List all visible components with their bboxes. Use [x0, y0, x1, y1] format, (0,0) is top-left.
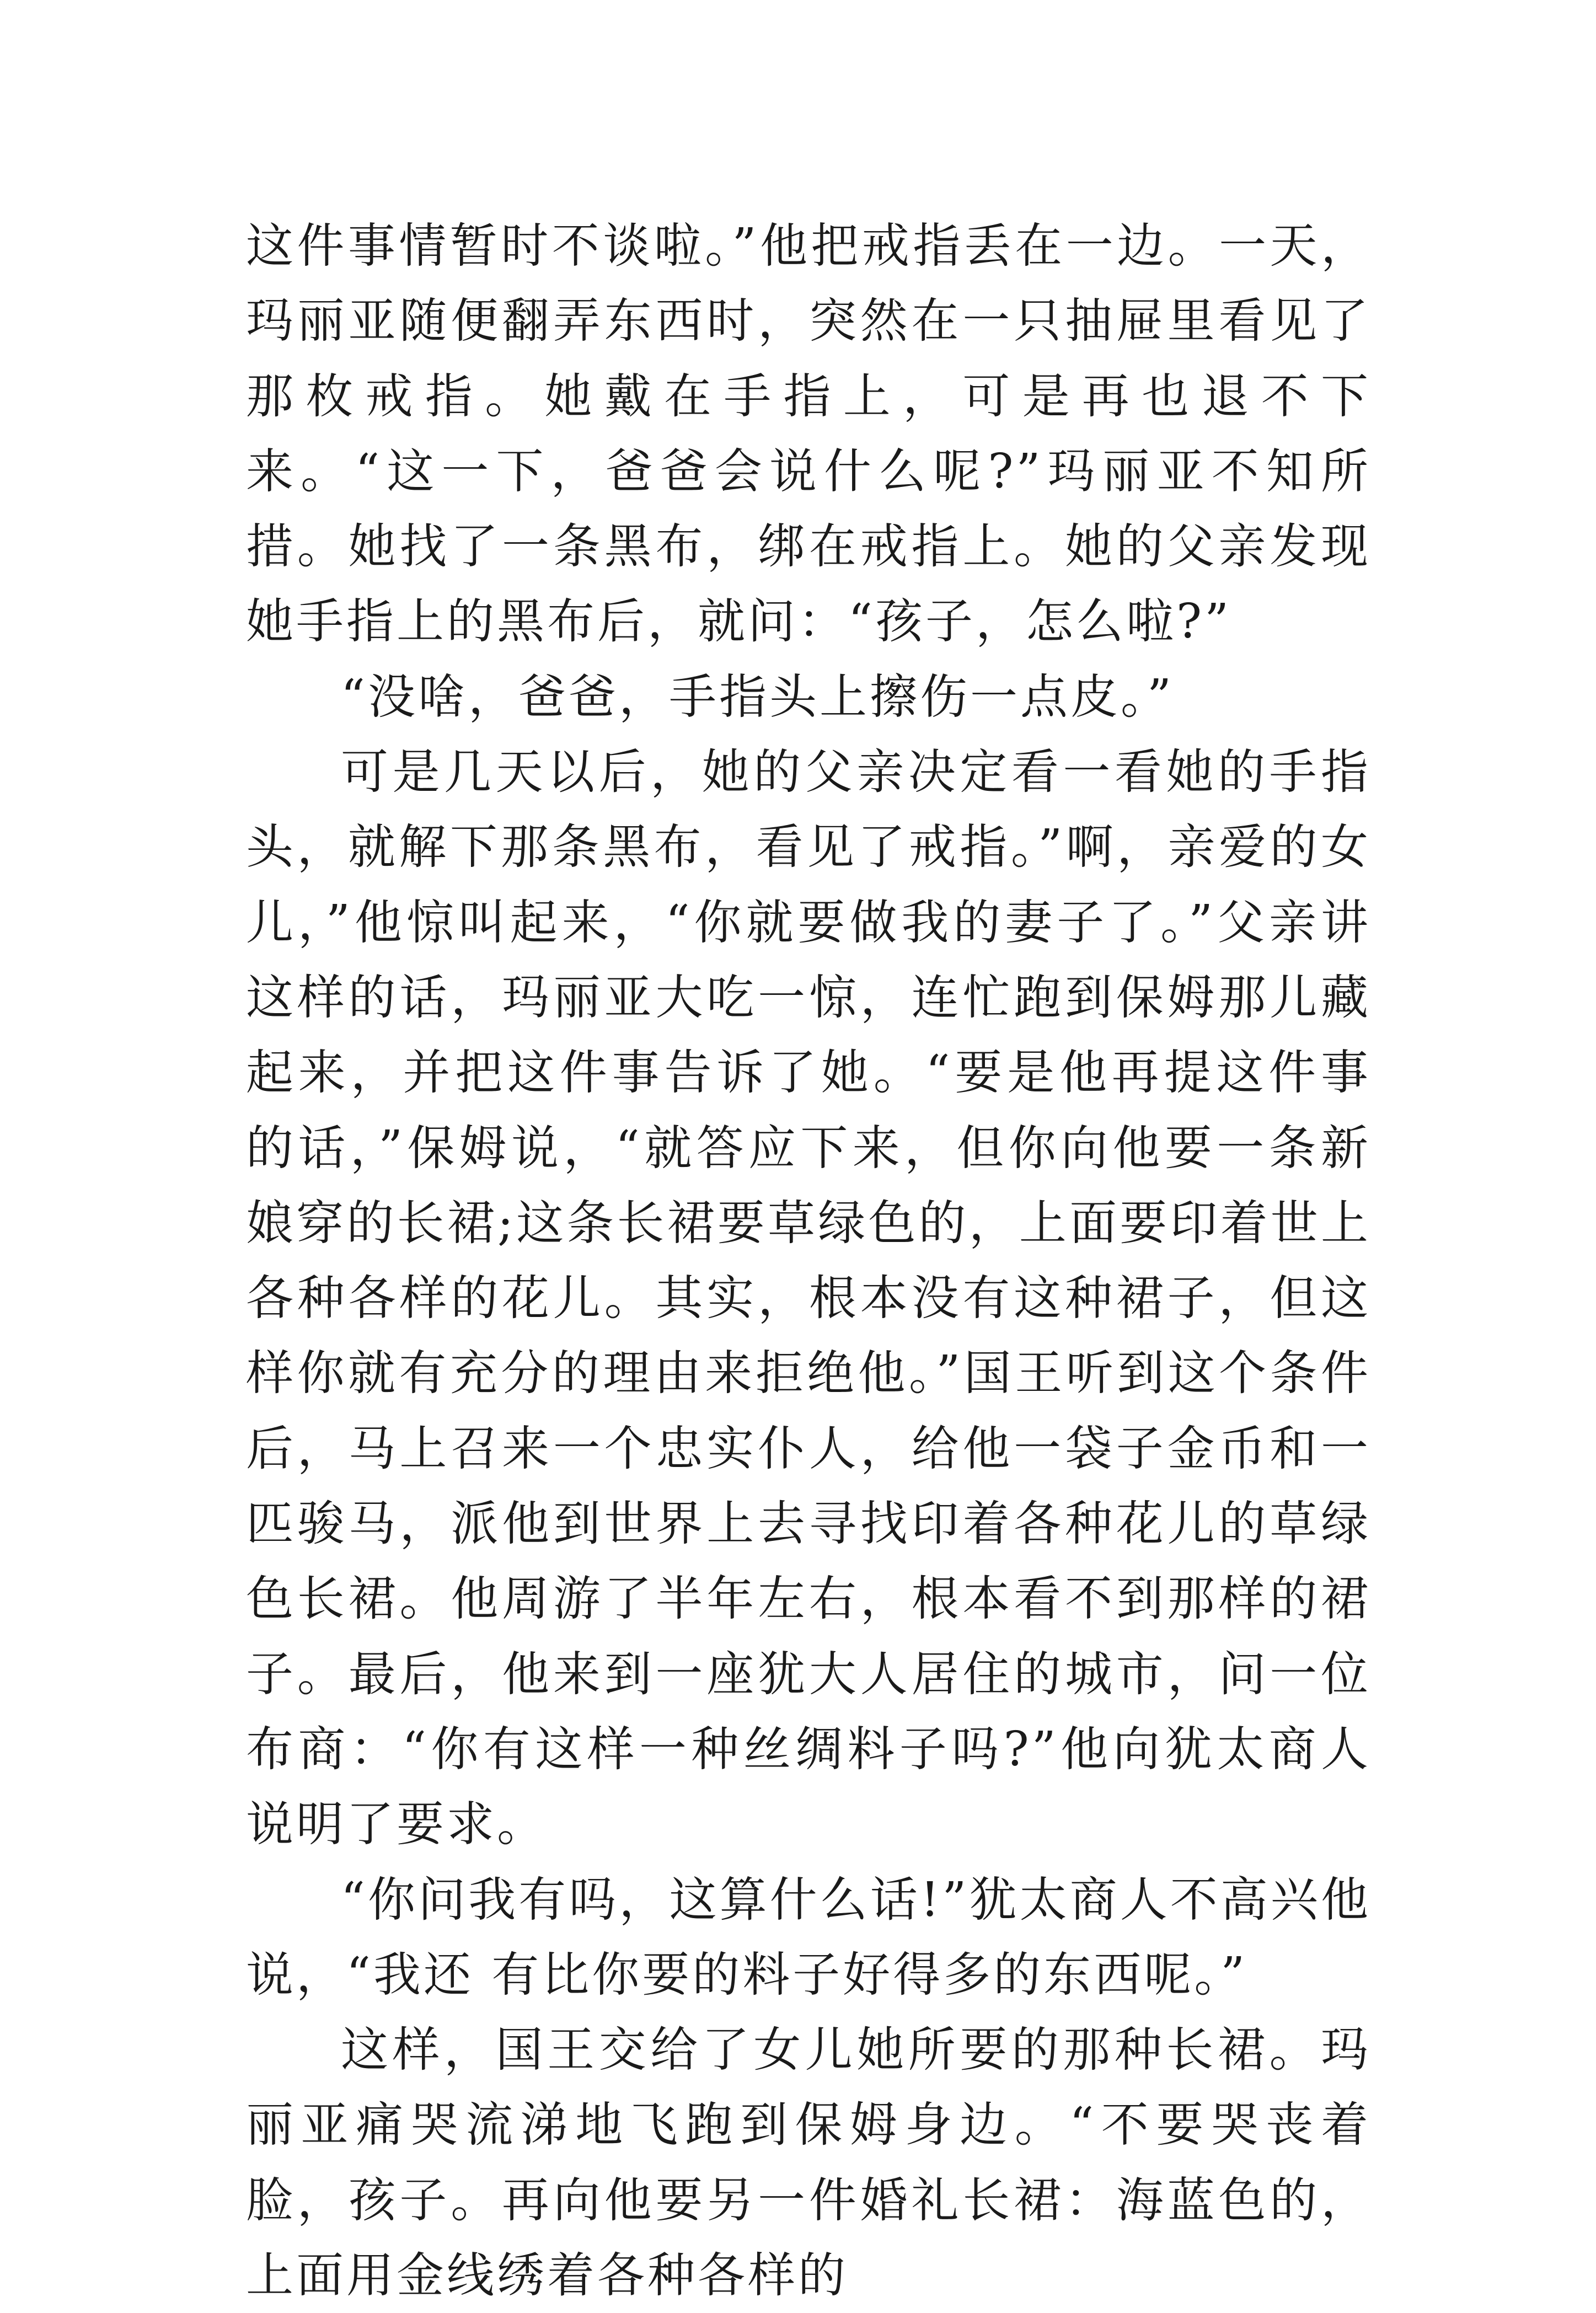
paragraph-1: 这件事情暂时不谈啦。”他把戒指丢在一边。一天，玛丽亚随便翻弄东西时，突然在一只抽屉里看见了那枚戒指。她戴在手指上，可是再也退不下来。“这一下，爸爸会说什么呢?”玛丽亚不知所措。她找了一条黑布，绑在戒指上。她的父亲发现她手指上的黑布后，就问：“孩子，怎么啦?”: [246, 218, 1371, 650]
paragraph-2: “没啥，爸爸，手指头上擦伤一点皮。”: [341, 669, 1174, 725]
paragraph-4: “你问我有吗，这算什么话!”犹太商人不高兴他说，“我还 有比你要的料子好得多的东西呢。”: [246, 1872, 1371, 2003]
paragraph-5: 这样，国王交给了女儿她所要的那种长裙。玛丽亚痛哭流涕地飞跑到保姆身边。“不要哭丧着脸，孩子。再向他要另一件婚礼长裙：海蓝色的，上面用金线绣着各种各样的: [246, 2022, 1371, 2304]
body-text: [246, 208, 1371, 2313]
paragraph-3: 可是几天以后，她的父亲决定看一看她的手指头，就解下那条黑布，看见了戒指。”啊，亲爱的女儿，”他惊叫起来，“你就要做我的妻子了。”父亲讲这样的话，玛丽亚大吃一惊，连忙跑到保姆那儿藏起来，并把这件事告诉了她。“要是他再提这件事的话，”保姆说，“就答应下来，但你向他要一条新娘穿的长裙;这条长裙要草绿色的，上面要印着世上各种各样的花儿。其实，根本没有这种裙子，但这样你就有充分的理由来拒绝他。”国王听到这个条件后，马上召来一个忠实仆人，给他一袋子金币和一匹骏马，派他到世界上去寻找印着各种花儿的草绿色长裙。他周游了半年左右，根本看不到那样的裙子。最后，他来到一座犹大人居住的城市，问一位布商：“你有这样一种丝绸料子吗?”他向犹太商人说明了要求。: [246, 745, 1371, 1852]
